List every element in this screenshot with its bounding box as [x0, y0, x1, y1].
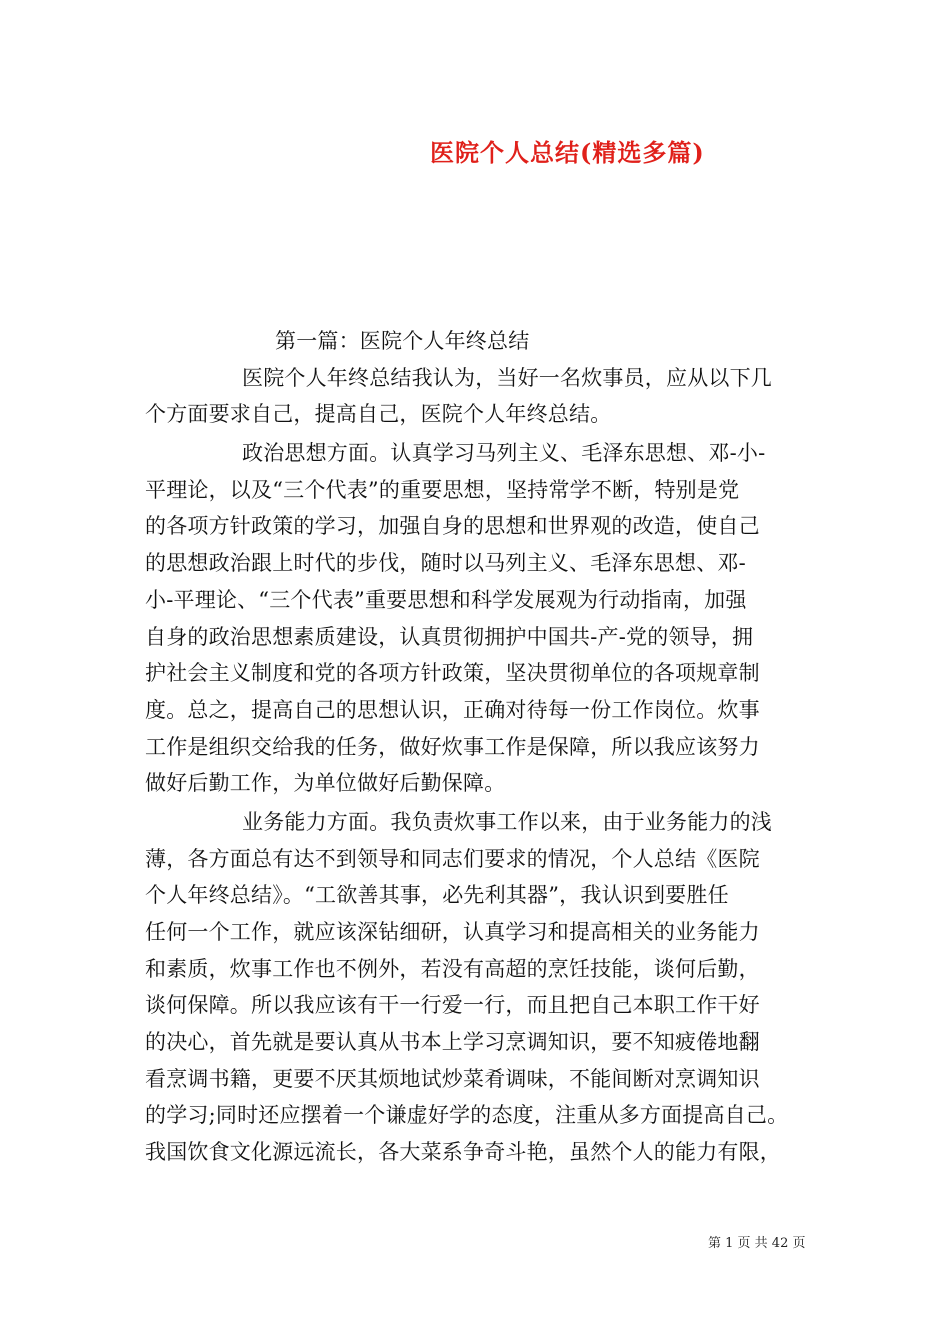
paragraph-line: 护社会主义制度和党的各项方针政策，坚决贯彻单位的各项规章制 — [145, 661, 760, 686]
paragraph-line: 的思想政治跟上时代的步伐，随时以马列主义、毛泽东思想、邓- — [145, 551, 746, 576]
paragraph-line: 业务能力方面。我负责炊事工作以来，由于业务能力的浅 — [242, 809, 772, 834]
paragraph-line: 政治思想方面。认真学习马列主义、毛泽东思想、邓-小- — [242, 441, 766, 466]
paragraph-line: 的各项方针政策的学习，加强自身的思想和世界观的改造，使自己 — [145, 514, 760, 539]
paragraph-line: 平理论，以及“三个代表”的重要思想，坚持常学不断，特别是党 — [145, 477, 740, 502]
paragraph-line: 我国饮食文化源远流长，各大菜系争奇斗艳，虽然个人的能力有限， — [145, 1140, 781, 1165]
paragraph-line: 薄，各方面总有达不到领导和同志们要求的情况，个人总结《医院 — [145, 846, 760, 871]
paragraph-line: 谈何保障。所以我应该有干一行爱一行，而且把自己本职工作干好 — [145, 993, 760, 1018]
paragraph-line: 做好后勤工作，为单位做好后勤保障。 — [145, 771, 506, 796]
paragraph-line: 自身的政治思想素质建设，认真贯彻拥护中国共-产-党的领导，拥 — [145, 624, 754, 649]
document-title: 医院个人总结(精选多篇) — [430, 138, 705, 167]
paragraph-line: 和素质，炊事工作也不例外，若没有高超的烹饪技能，谈何后勤， — [145, 956, 760, 981]
paragraph-line: 任何一个工作，就应该深钻细研，认真学习和提高相关的业务能力 — [145, 920, 760, 944]
document-body — [145, 323, 815, 1171]
paragraph-line: 个人年终总结》。“工欲善其事，必先利其器”，我认识到要胜任 — [145, 883, 729, 908]
paragraph-line: 医院个人年终总结我认为，当好一名炊事员，应从以下几 — [242, 365, 772, 390]
paragraph-line: 度。总之，提高自己的思想认识，正确对待每一份工作岗位。炊事 — [145, 697, 760, 722]
paragraph-line: 个方面要求自己，提高自己，医院个人年终总结。 — [145, 402, 612, 427]
page-number: 第 1 页 共 42 页 — [708, 1236, 806, 1251]
paragraph-line: 看烹调书籍，更要不厌其烦地试炒菜肴调味，不能间断对烹调知识 — [145, 1066, 760, 1091]
paragraph-line: 小-平理论、“三个代表”重要思想和科学发展观为行动指南，加强 — [145, 587, 747, 612]
paragraph-line: 工作是组织交给我的任务，做好炊事工作是保障，所以我应该努力 — [145, 734, 760, 759]
paragraph-line: 的决心，首先就是要认真从书本上学习烹调知识，要不知疲倦地翻 — [145, 1030, 760, 1055]
section-heading: 第一篇：医院个人年终总结 — [275, 329, 530, 353]
paragraph-line: 的学习;同时还应摆着一个谦虚好学的态度，注重从多方面提高自己。 — [145, 1103, 789, 1128]
